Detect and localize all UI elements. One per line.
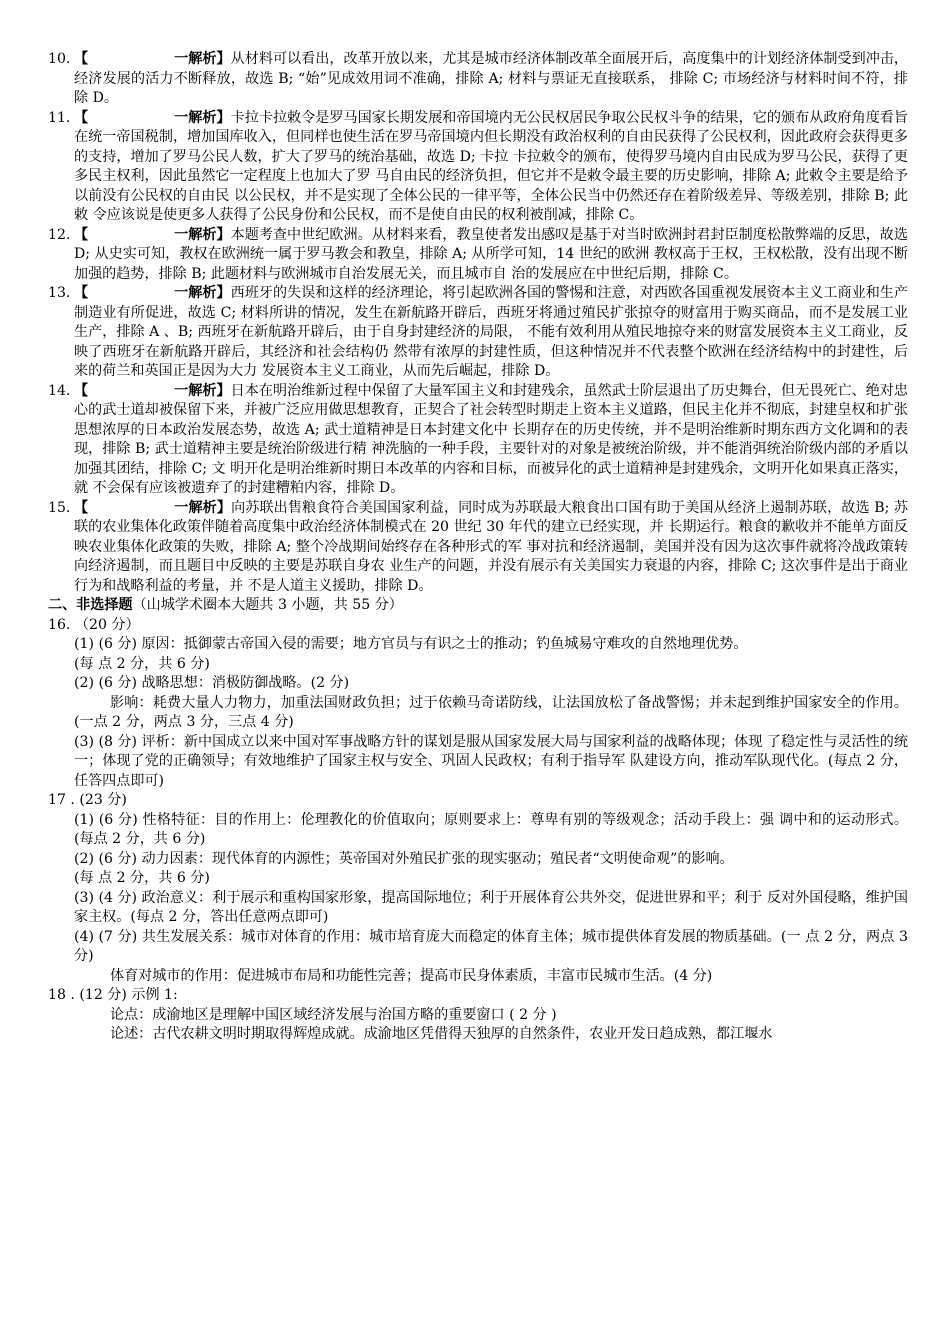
bracket: 【 [74, 499, 89, 516]
question-number: 12. [48, 226, 71, 243]
analysis-label: 一解析】 [174, 51, 231, 67]
question-number: 13. [48, 285, 71, 301]
q17-part1: (1) (6 分) 性格特征：目的作用上：伦理教化的价值取向；原则要求上：尊卑有别的等级观念；活动手段上：强 调中和的运动形式。(每点 2 分，共 6 分) [74, 811, 908, 847]
section-note: （山城学术圈本大题共 3 小题，共 55 分） [132, 597, 403, 613]
q16-part1: (1) (6 分) 原因：抵御蒙古帝国入侵的需要；地方官员与有识之士的推动；钓鱼城易守难攻的自然地理优势。 [74, 636, 748, 652]
analysis-text: 向苏联出售粮食符合美国国家利益，同时成为苏联最大粮食出口国有助于美国从经济上遏制苏联，故选 B; 苏联的农业集体化政策伴随着高度集中政治经济体制模式在 20 世纪 30 年代的建立已经实现，并 长期运行。粮食的歉收并不能单方面反映农业集体化政策的失败，排除 A; 整个冷战期间始终存在各种形式的军 事对抗和经济遏制，美国并没有因为这次事件就将冷战政策转向经济遏制，而且题目中反映的主要是苏联自身农 业生产的问题，并没有展示有关美国实力衰退的内容，排除 C; 这次事件是出于商业行为和战略利益的考量，并 不是人道主义援助，排除 D。 [74, 499, 909, 594]
analysis-label: 一解析】 [174, 109, 231, 126]
question-number: 15. [48, 499, 71, 516]
answer-14 [48, 382, 908, 499]
analysis-label: 一解析】 [174, 382, 231, 399]
answer-15 [48, 499, 908, 597]
analysis-text: 从材料可以看出，改革开放以来，尤其是城市经济体制改革全面展开后，高度集中的计划经济体制受到冲击，经济发展的活力不断释放，故选 B; “始”见成效用词不准确，排除 A; 材料与票证无直接联系， 排除 C; 市场经济与材料时间不符，排除 D。 [74, 51, 909, 106]
analysis-text: 本题考查中世纪欧洲。从材料来看，教皇使者发出感叹是基于对当时欧洲封君封臣制度松散弊端的反思，故选 D; 从史实可知，教权在欧洲统一属于罗马教会和教皇，排除 A; 从所学可知，14 世纪的欧洲 教权高于王权，王权松散，没有出现不断加强的趋势，排除 B; 此题材料与欧洲城市自治发展无关，而且城市自 治的发展应在中世纪后期，排除 C。 [74, 226, 909, 282]
bracket: 【 [74, 382, 89, 399]
question-number: 14. [48, 382, 71, 399]
answer-11 [48, 109, 908, 226]
q18-head: 18 . (12 分) 示例 1: [48, 987, 178, 1003]
q16-part3: (3) (8 分) 评析：新中国成立以来中国对军事战略方针的谋划是服从国家发展大局与国家利益的战略体现；体现 了稳定性与灵活性的统一；体现了党的正确领导；有效地维护了国家主权与安全、巩固人民政权；有利于指导军 队建设方向，推动军队现代化。(每点 2 分，任答四点即可) [74, 733, 908, 789]
q17-head: 17 . (23 分) [48, 792, 127, 808]
q16-part2-impact: 影响：耗费大量人力物力，加重法国财政负担；过于依赖马奇诺防线，让法国放松了备战警惕；并未起到维护国家安全的作用。(一点 2 分，两点 3 分，三点 4 分) [74, 694, 908, 730]
question-18 [48, 986, 908, 1045]
analysis-text: 西班牙的失误和这样的经济理论，将引起欧洲各国的警惕和注意，对西欧各国重视发展资本主义工商业和生产制造业有所促进，故选 C; 材料所讲的情况，发生在新航路开辟后，西班牙将通过殖民扩张掠夺的财富用于购买商品，而不是发展工业生产，排除 A 、B; 西班牙在新航路开辟后，由于自身封建经济的局限， 不能有效利用从殖民地掠夺来的财富发展资本主义工商业，反映了西班牙在新航路开辟后，其经济和社会结构仍 然带有浓厚的封建性质，但这种情况并不代表整个欧洲在经济结构中的封建性，后来的荷兰和英国正是因为大力 发展资本主义工商业，从而先后崛起，排除 D。 [74, 285, 909, 379]
q18-thesis: 论点：成渝地区是理解中国区域经济发展与治国方略的重要窗口 ( 2 分 ) [110, 1006, 557, 1023]
answer-page [48, 50, 908, 1045]
q16-part2: (2) (6 分) 战略思想：消极防御战略。(2 分) [74, 675, 350, 691]
analysis-label: 一解析】 [174, 499, 232, 516]
analysis-label: 一解析】 [174, 226, 231, 243]
answer-10 [48, 50, 908, 109]
bracket: 【 [74, 51, 89, 67]
question-number: 10. [48, 51, 71, 67]
question-number: 11. [48, 109, 71, 126]
bracket: 【 [74, 285, 89, 301]
section-title: 二、非选择题 [48, 597, 133, 613]
analysis-text: 日本在明治维新过程中保留了大量军国主义和封建残余，虽然武士阶层退出了历史舞台，但无畏死亡、绝对忠心的武士道却被保留下来，并被广泛应用做思想教育，正契合了社会转型时期走上资本主义道路，但民主化并不彻底，封建皇权和扩张思想浓厚的日本政治发展态势，故选 A; 武士道精神是日本封建文化中 长期存在的历史传统，并不是明治维新时期东西方文化调和的表现，排除 B; 武士道精神主要是统治阶级进行精 神洗脑的一种手段，主要针对的对象是被统治阶级，并不能消弭统治阶级内部的矛盾以加强其团结，排除 C; 文 明开化是明治维新时期日本改革的内容和目标，而被异化的武士道精神是封建残余，文明开化如果真正落实，就 不会保有应该被遗弃了的封建糟粕内容，排除 D。 [74, 382, 909, 496]
answer-12 [48, 226, 908, 285]
q18-argument: 论述：古代农耕文明时期取得辉煌成就。成渝地区凭借得天独厚的自然条件，农业开发日趋成熟，都江堰水 [110, 1026, 773, 1042]
q17-part4-b: 体育对城市的作用：促进城市布局和功能性完善；提高市民身体素质，丰富市民城市生活。(4 分) [110, 967, 713, 984]
answer-13 [48, 284, 908, 382]
q17-part2-score: (每 点 2 分，共 6 分) [74, 870, 210, 886]
bracket: 【 [74, 226, 89, 243]
q17-part2: (2) (6 分) 动力因素：现代体育的内源性；英帝国对外殖民扩张的现实驱动；殖民者“文明使命观”的影响。 [74, 850, 734, 867]
q16-head: 16. （20 分） [48, 616, 140, 633]
question-16 [48, 616, 908, 792]
q17-part3: (3) (4 分) 政治意义：利于展示和重构国家形象，提高国际地位；利于开展体育公共外交，促进世界和平；利于 反对外国侵略，维护国家主权。(每点 2 分，答出任意两点即可) [74, 889, 908, 925]
analysis-text: 卡拉卡拉敕令是罗马国家长期发展和帝国境内无公民权居民争取公民权斗争的结果，它的颁布从政府角度看旨在统一帝国税制，增加国库收入，但同样也使生活在罗马帝国境内但长期没有政治权利的自由民获得了公民权利，因此政府会获得更多的支持，增加了罗马公民人数，扩大了罗马的统治基础，故选 D; 卡拉 卡拉敕令的颁布，使得罗马境内自由民成为罗马公民，获得了更多民主权利，因此虽然它一定程度上也加大了罗 马自由民的经济负担，但它并不是敕令最主要的历史影响，排除 A; 此敕令主要是给予以前没有公民权的自由民 以公民权，并不是实现了全体公民的一律平等，全体公民当中仍然还存在着阶级差异、等级差别，排除 B; 此敕 令应该说是使更多人获得了公民身份和公民权，而不是使自由民的权利被削减，排除 C。 [74, 109, 909, 223]
question-17 [48, 791, 908, 986]
bracket: 【 [74, 109, 89, 126]
analysis-label: 一解析】 [174, 285, 231, 301]
q16-part1-score: (每 点 2 分，共 6 分) [74, 655, 210, 672]
q17-part4: (4) (7 分) 共生发展关系：城市对体育的作用：城市培育庞大而稳定的体育主体；城市提供体育发展的物质基础。(一 点 2 分，两点 3 分) [74, 928, 908, 964]
section-heading [48, 596, 908, 616]
